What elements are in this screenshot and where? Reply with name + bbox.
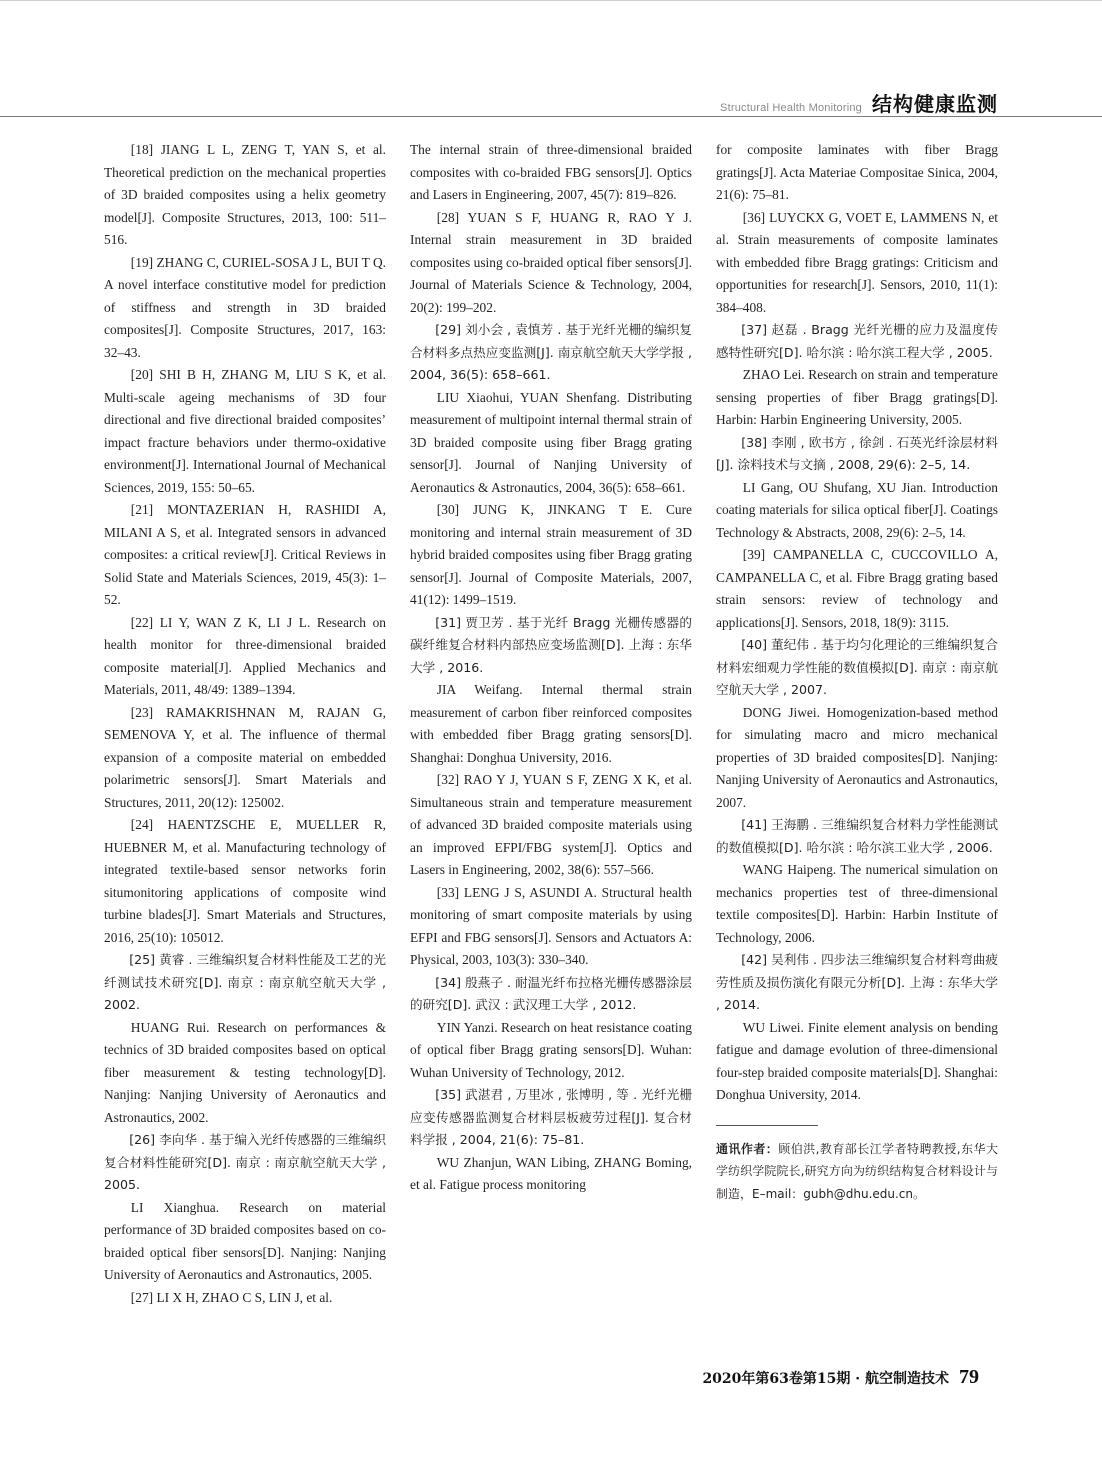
reference-entry: [18] JIANG L L, ZENG T, YAN S, et al. Theoretical prediction on the mechanical properties of 3D braided composites using a helix geometry model[J]. Composite Structures, 2013, 100: 511–516.: [104, 142, 386, 247]
reference-entry-translation: DONG Jiwei. Homogenization-based method for simulating macro and micro mechanical properties of 3D braided composites[D]. Nanjing: Nanjing University of Aeronautics and Astronautics, 2007.: [716, 704, 998, 810]
reference-entry-chinese: [26] 李向华 . 基于编入光纤传感器的三维编织复合材料性能研究[D]. 南京 : 南京航空航天大学 , 2005.: [104, 1132, 386, 1192]
journal-section-chinese: 结构健康监测: [872, 92, 998, 116]
reference-entry-chinese: [37] 赵磊 . Bragg 光纤光栅的应力及温度传感特性研究[D]. 哈尔滨 : 哈尔滨工程大学 , 2005.: [716, 322, 998, 360]
reference-entry-translation: LI Gang, OU Shufang, XU Jian. Introduction coating materials for silica optical fiber[J]. Coatings Technology & Abstracts, 2008, 29(6): 2–5, 14.: [716, 479, 998, 540]
reference-entry: [36] LUYCKX G, VOET E, LAMMENS N, et al. Strain measurements of composite laminates with embedded fibre Bragg gratings: Criticism and opportunities for research[J]. Sensors, 2010, 11(1): 384–408.: [716, 209, 998, 315]
reference-entry-chinese: [25] 黄睿 . 三维编织复合材料性能及工艺的光纤测试技术研究[D]. 南京 : 南京航空航天大学 , 2002.: [104, 952, 386, 1012]
footnote-rule: [716, 1125, 818, 1126]
reference-entry-chinese: [42] 吴利伟 . 四步法三维编织复合材料弯曲疲劳性质及损伤演化有限元分析[D]. 上海 : 东华大学 , 2014.: [716, 952, 998, 1012]
running-header: [720, 88, 998, 116]
reference-entry-chinese: [35] 武湛君 , 万里冰 , 张博明 , 等 . 光纤光栅应变传感器监测复合材料层板疲劳过程[J]. 复合材料学报 , 2004, 21(6): 75–81.: [410, 1087, 692, 1147]
reference-entry: [22] LI Y, WAN Z K, LI J L. Research on health monitor for three-dimensional braided composite material[J]. Applied Mechanics and Materials, 2011, 48/49: 1389–1394.: [104, 614, 386, 697]
reference-entry: [27] LI X H, ZHAO C S, LIN J, et al.: [130, 1289, 333, 1305]
reference-entry-translation: LIU Xiaohui, YUAN Shenfang. Distributing measurement of multipoint internal thermal strain of 3D braided composite using fiber Bragg grating sensor[J]. Journal of Nanjing University of Aeronautics & Astronautics, 2004, 36(5): 658–661.: [410, 389, 692, 495]
corresponding-author-note: [716, 1138, 998, 1206]
reference-column-3: [716, 139, 998, 1205]
reference-column-1: [104, 139, 386, 1309]
journal-section-english: Structural Health Monitoring: [720, 102, 862, 114]
reference-entry: [19] ZHANG C, CURIEL-SOSA J L, BUI T Q. A novel interface constitutive model for prediction of stiffness and strength in 3D braided composites[J]. Composite Structures, 2017, 163: 32–43.: [104, 254, 386, 360]
reference-entry-chinese: [41] 王海鹏 . 三维编织复合材料力学性能测试的数值模拟[D]. 哈尔滨 : 哈尔滨工业大学 , 2006.: [716, 817, 998, 855]
reference-column-2: [410, 139, 692, 1197]
reference-entry-continued: for composite laminates with fiber Bragg gratings[J]. Acta Materiae Compositae Sinica, 2004, 21(6): 75–81.: [716, 142, 998, 202]
reference-entry: [24] HAENTZSCHE E, MUELLER R, HUEBNER M, et al. Manufacturing technology of integrated textile-based sensor networks forin situmonitoring applications of composite wind turbine blades[J]. Smart Materials and Structures, 2016, 25(10): 105012.: [104, 817, 386, 945]
top-border: [0, 0, 1102, 1]
reference-entry: [30] JUNG K, JINKANG T E. Cure monitoring and internal strain measurement of 3D hybrid braided composites using fiber Bragg grating sensor[J]. Journal of Composite Materials, 2007, 41(12): 1499–1519.: [410, 502, 692, 607]
reference-entry: [23] RAMAKRISHNAN M, RAJAN G, SEMENOVA Y, et al. The influence of thermal expansion of a composite material on embedded polarimetric sensors[J]. Smart Materials and Structures, 2011, 20(12): 125002.: [104, 704, 386, 810]
reference-entry: [20] SHI B H, ZHANG M, LIU S K, et al. Multi-scale ageing mechanisms of 3D four directional and five directional braided composites’ impact fracture behaviors under thermo-oxidative environment[J]. International Journal of Mechanical Sciences, 2019, 155: 50–65.: [104, 367, 386, 495]
reference-entry-translation: HUANG Rui. Research on performances & technics of 3D braided composites based on optical fiber measurement & testing technology[D]. Nanjing: Nanjing University of Aeronautics and Astronautics, 2002.: [104, 1019, 386, 1125]
issue-info: 2020年第63卷第15期 · 航空制造技术: [702, 1371, 949, 1387]
reference-entry-chinese: [34] 殷燕子 . 耐温光纤布拉格光栅传感器涂层的研究[D]. 武汉 : 武汉理工大学 , 2012.: [410, 974, 692, 1012]
reference-entry-translation: WU Liwei. Finite element analysis on bending fatigue and damage evolution of three-dimensional four-step braided composite materials[D]. Shanghai: Donghua University, 2014.: [716, 1019, 998, 1102]
reference-entry-chinese: [29] 刘小会 , 袁慎芳 . 基于光纤光栅的编织复合材料多点热应变监测[J]. 南京航空航天大学学报 , 2004, 36(5): 658–661.: [410, 322, 692, 382]
reference-entry-translation: JIA Weifang. Internal thermal strain measurement of carbon fiber reinforced composites with embedded fiber Bragg grating sensors[D]. Shanghai: Donghua University, 2016.: [410, 682, 692, 765]
reference-entry-chinese: [38] 李刚 , 欧书方 , 徐剑 . 石英光纤涂层材料[J]. 涂料技术与文摘 , 2008, 29(6): 2–5, 14.: [716, 434, 998, 472]
reference-entry: [32] RAO Y J, YUAN S F, ZENG X K, et al. Simultaneous strain and temperature measurement of advanced 3D braided composite materials using an improved EFPI/FBG system[J]. Optics and Lasers in Engineering, 2002, 38(6): 557–566.: [410, 772, 692, 877]
reference-entry-translation: WANG Haipeng. The numerical simulation on mechanics properties test of three-dimensional textile composites[D]. Harbin: Harbin Institute of Technology, 2006.: [716, 862, 998, 945]
reference-entry: [21] MONTAZERIAN H, RASHIDI A, MILANI A S, et al. Integrated sensors in advanced composites: a critical review[J]. Critical Reviews in Solid State and Materials Sciences, 2019, 45(3): 1–52.: [104, 502, 386, 607]
reference-entry: [39] CAMPANELLA C, CUCCOVILLO A, CAMPANELLA C, et al. Fibre Bragg grating based strain sensors: review of technology and applications[J]. Sensors, 2018, 18(9): 3115.: [716, 547, 998, 630]
reference-entry-chinese: [40] 董纪伟 . 基于均匀化理论的三维编织复合材料宏细观力学性能的数值模拟[D]. 南京 : 南京航空航天大学 , 2007.: [716, 637, 998, 697]
reference-entry-chinese: [31] 贾卫芳 . 基于光纤 Bragg 光栅传感器的碳纤维复合材料内部热应变场监测[D]. 上海 : 东华大学 , 2016.: [410, 614, 692, 675]
reference-entry-translation: YIN Yanzi. Research on heat resistance coating of optical fiber Bragg grating sensors[D]. Wuhan: Wuhan University of Technology, 2012.: [410, 1019, 692, 1080]
footnote-text: 顾伯洪,教育部长江学者特聘教授,东华大学纺织学院院长,研究方向为纺织结构复合材料设计与制造，E–mail：gubh@dhu.edu.cn。: [716, 1141, 998, 1201]
footnote-label: 通讯作者：: [716, 1141, 779, 1156]
page-footer: [702, 1366, 979, 1389]
reference-entry-continued: The internal strain of three-dimensional braided composites with co-braided FBG sensors[J]. Optics and Lasers in Engineering, 2007, 45(7): 819–826.: [410, 142, 692, 202]
reference-entry-translation: WU Zhanjun, WAN Libing, ZHANG Boming, et al. Fatigue process monitoring: [410, 1154, 692, 1192]
page-number: 79: [959, 1366, 979, 1388]
reference-entry-translation: LI Xianghua. Research on material performance of 3D braided composites based on co-braided optical fiber sensors[D]. Nanjing: Nanjing University of Aeronautics and Astronautics, 2005.: [104, 1199, 386, 1282]
reference-entry: [33] LENG J S, ASUNDI A. Structural health monitoring of smart composite materials by using EFPI and FBG sensors[J]. Sensors and Actuators A: Physical, 2003, 103(3): 330–340.: [410, 884, 692, 967]
header-rule: [0, 116, 1102, 117]
reference-entry-translation: ZHAO Lei. Research on strain and temperature sensing properties of fiber Bragg gratings[D]. Harbin: Harbin Engineering University, 2005.: [716, 367, 998, 427]
reference-entry: [28] YUAN S F, HUANG R, RAO Y J. Internal strain measurement in 3D braided composites using co-braided optical fiber sensors[J]. Journal of Materials Science & Technology, 2004, 20(2): 199–202.: [410, 209, 692, 315]
